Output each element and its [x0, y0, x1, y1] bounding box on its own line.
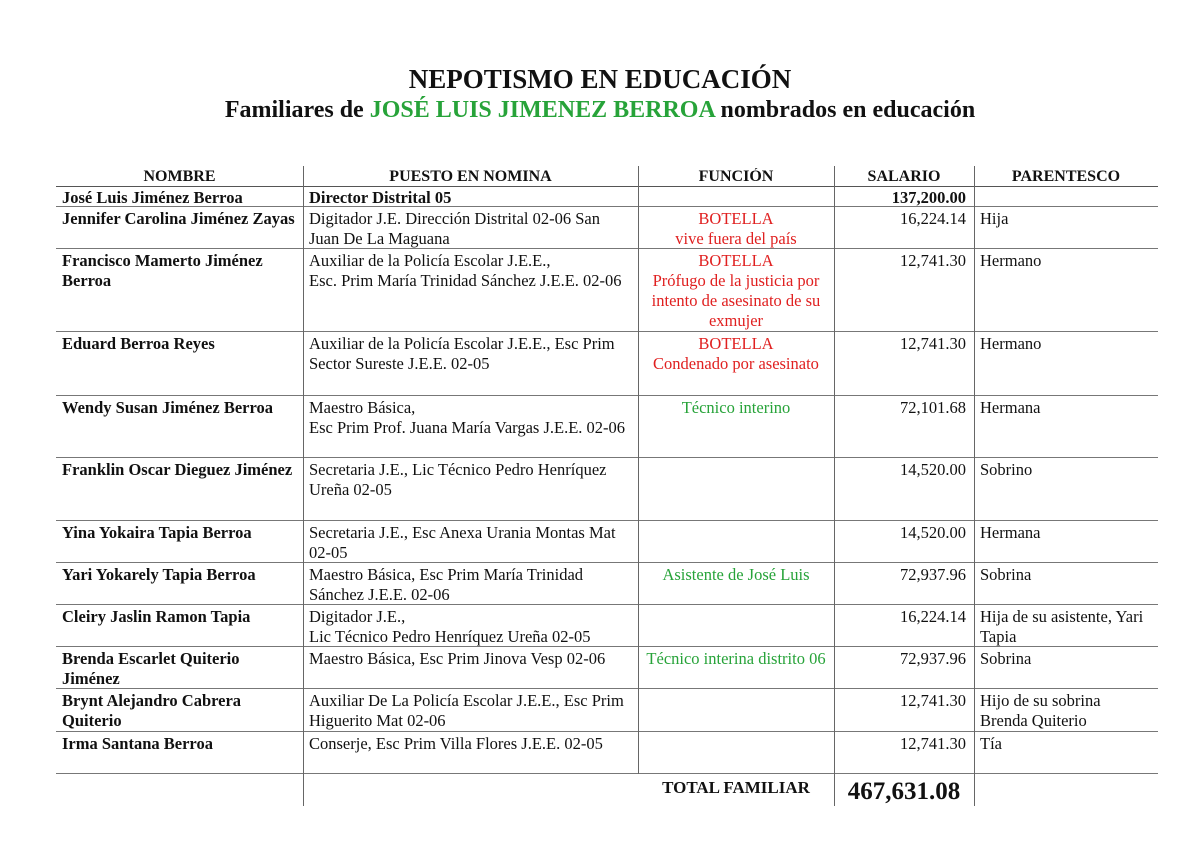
cell-puesto: Maestro Básica, Esc Prim María Trinidad Sánchez J.E.E. 02-06 — [309, 565, 584, 604]
table-row — [56, 207, 1158, 249]
cell-puesto: Secretaria J.E., Esc Anexa Urania Montas Mat 02-05 — [309, 523, 616, 562]
table-footer — [56, 770, 1158, 808]
cell-salario: 12,741.30 — [900, 251, 966, 270]
cell-puesto: Conserje, Esc Prim Villa Flores J.E.E. 02-05 — [309, 734, 603, 753]
cell-parentesco: Hermana — [980, 398, 1041, 417]
table-row — [56, 689, 1158, 732]
column-divider — [974, 166, 975, 774]
cell-funcion: BOTELLA vive fuera del país — [675, 209, 797, 248]
table-row — [56, 563, 1158, 605]
table-row — [56, 396, 1158, 458]
cell-salario: 12,741.30 — [900, 734, 966, 753]
cell-salario: 137,200.00 — [891, 188, 966, 206]
cell-nombre: José Luis Jiménez Berroa — [62, 188, 243, 206]
cell-salario: 14,520.00 — [900, 460, 966, 479]
cell-puesto: Secretaria J.E., Lic Técnico Pedro Henríquez Ureña 02-05 — [309, 460, 607, 499]
cell-puesto: Director Distrital 05 — [309, 188, 452, 206]
cell-nombre: Wendy Susan Jiménez Berroa — [62, 398, 273, 417]
table-row — [56, 186, 1158, 207]
table-row — [56, 521, 1158, 563]
subtitle-prefix: Familiares de — [224, 97, 370, 123]
cell-nombre: Yari Yokarely Tapia Berroa — [62, 565, 256, 584]
cell-salario: 72,937.96 — [900, 649, 966, 668]
document-subtitle — [0, 97, 1200, 124]
table-row — [56, 249, 1158, 332]
cell-puesto: Digitador J.E., Lic Técnico Pedro Henríquez Ureña 02-05 — [309, 607, 591, 646]
cell-salario: 14,520.00 — [900, 523, 966, 542]
cell-nombre: Brynt Alejandro Cabrera Quiterio — [62, 691, 242, 730]
cell-nombre: Brenda Escarlet Quiterio Jiménez — [62, 649, 240, 688]
table-row — [56, 732, 1158, 774]
table-row — [56, 605, 1158, 647]
table-header — [56, 168, 1158, 187]
document-title: NEPOTISMO EN EDUCACIÓN — [408, 64, 792, 94]
footer-divider — [834, 770, 835, 806]
cell-funcion — [638, 186, 834, 206]
cell-salario: 16,224.14 — [900, 209, 966, 228]
cell-puesto: Auxiliar de la Policía Escolar J.E.E., Esc Prim Sector Sureste J.E.E. 02-05 — [309, 334, 615, 373]
cell-funcion — [638, 521, 834, 562]
subtitle-highlight-name: JOSÉ LUIS JIMENEZ BERROA — [369, 97, 715, 123]
cell-salario: 72,101.68 — [900, 398, 966, 417]
header-nombre: NOMBRE — [143, 168, 216, 185]
cell-salario: 16,224.14 — [900, 607, 966, 626]
cell-puesto: Digitador J.E. Dirección Distrital 02-06 San Juan De La Maguana — [309, 209, 600, 248]
cell-parentesco: Tía — [980, 734, 1002, 753]
cell-parentesco: Hermano — [980, 251, 1042, 270]
cell-funcion — [638, 458, 834, 520]
cell-nombre: Eduard Berroa Reyes — [62, 334, 215, 353]
header-salario: SALARIO — [867, 168, 941, 185]
cell-nombre: Cleiry Jaslin Ramon Tapia — [62, 607, 251, 626]
cell-funcion — [638, 689, 834, 731]
cell-funcion — [638, 605, 834, 646]
cell-nombre: Franklin Oscar Dieguez Jiménez — [62, 460, 293, 479]
total-value: 467,631.08 — [847, 778, 961, 805]
cell-parentesco: Hermano — [980, 334, 1042, 353]
cell-salario: 72,937.96 — [900, 565, 966, 584]
cell-nombre: Irma Santana Berroa — [62, 734, 213, 753]
cell-funcion: Técnico interina distrito 06 — [646, 649, 826, 668]
cell-salario: 12,741.30 — [900, 691, 966, 710]
cell-funcion — [638, 732, 834, 773]
header-puesto: PUESTO EN NOMINA — [389, 168, 552, 185]
table-row — [56, 647, 1158, 689]
cell-salario: 12,741.30 — [900, 334, 966, 353]
cell-funcion: Asistente de José Luis — [662, 565, 810, 584]
cell-funcion: Técnico interino — [681, 398, 791, 417]
column-divider — [834, 166, 835, 774]
cell-parentesco: Hermana — [980, 523, 1041, 542]
cell-puesto: Maestro Básica, Esc Prim Prof. Juana María Vargas J.E.E. 02-06 — [309, 398, 626, 437]
cell-puesto: Auxiliar De La Policía Escolar J.E.E., Esc Prim Higuerito Mat 02-06 — [309, 691, 624, 730]
total-label: TOTAL FAMILIAR — [662, 778, 810, 797]
cell-parentesco: Sobrina — [980, 649, 1032, 668]
cell-parentesco — [974, 186, 1158, 206]
column-divider — [638, 166, 639, 774]
subtitle-suffix: nombrados en educación — [714, 97, 976, 123]
footer-divider — [974, 770, 975, 806]
cell-funcion: BOTELLA Prófugo de la justicia por intento de asesinato de su exmujer — [651, 251, 821, 330]
cell-parentesco: Hijo de su sobrina Brenda Quiterio — [980, 691, 1101, 730]
cell-parentesco: Hija de su asistente, Yari Tapia — [980, 607, 1144, 646]
cell-nombre: Yina Yokaira Tapia Berroa — [62, 523, 252, 542]
cell-puesto: Maestro Básica, Esc Prim Jinova Vesp 02-06 — [309, 649, 606, 668]
cell-funcion: BOTELLA Condenado por asesinato — [653, 334, 819, 373]
cell-nombre: Francisco Mamerto Jiménez Berroa — [62, 251, 263, 290]
cell-parentesco: Sobrino — [980, 460, 1033, 479]
footer-divider — [303, 770, 304, 806]
table-row — [56, 332, 1158, 396]
header-parentesco: PARENTESCO — [1011, 168, 1121, 185]
table-row — [56, 458, 1158, 521]
header-funcion: FUNCIÓN — [698, 168, 774, 185]
cell-parentesco: Hija — [980, 209, 1009, 228]
cell-nombre: Jennifer Carolina Jiménez Zayas — [62, 209, 295, 228]
column-divider — [303, 166, 304, 774]
cell-parentesco: Sobrina — [980, 565, 1032, 584]
cell-puesto: Auxiliar de la Policía Escolar J.E.E., Esc. Prim María Trinidad Sánchez J.E.E. 02-06 — [309, 251, 622, 290]
